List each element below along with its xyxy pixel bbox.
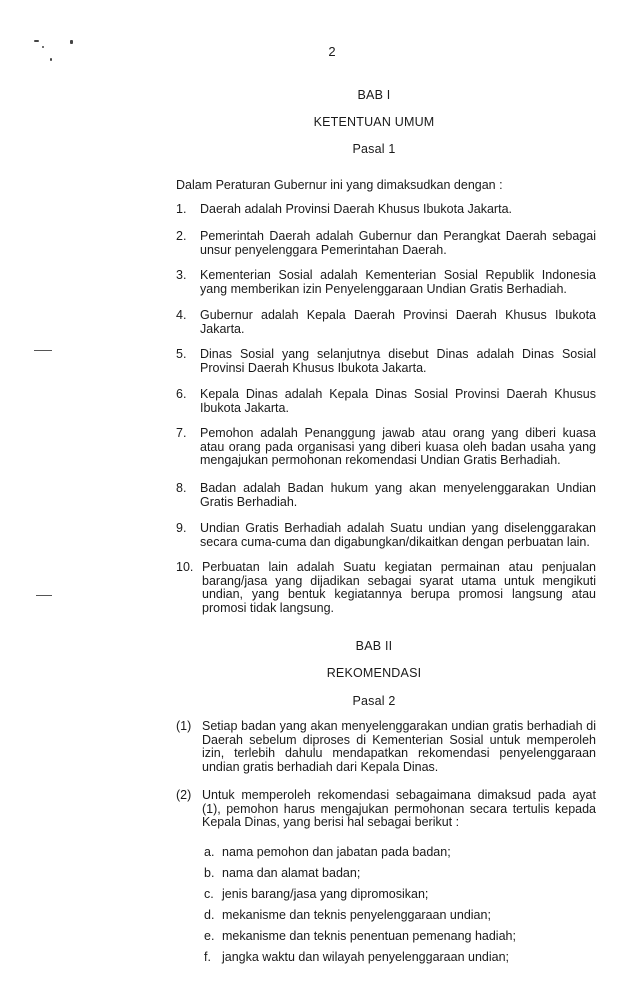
list-item [204, 845, 604, 859]
scan-mark [34, 350, 52, 351]
item-number: 4. [176, 308, 187, 322]
item-text: Dinas Sosial yang selanjutnya disebut Dinas adalah Dinas Sosial Provinsi Daerah Khusus Ibukota Jakarta. [200, 347, 596, 375]
item-text: Pemerintah Daerah adalah Gubernur dan Perangkat Daerah sebagai unsur penyelenggara Pemerintahan Daerah. [200, 229, 596, 257]
scan-mark [36, 595, 52, 596]
definition-item [176, 561, 596, 615]
article-label: Pasal 1 [352, 142, 396, 156]
intro-text: Dalam Peraturan Gubernur ini yang dimaksudkan dengan : [176, 178, 503, 192]
clause-number: (1) [176, 719, 192, 733]
list-text: nama pemohon dan jabatan pada badan; [222, 845, 451, 859]
definition-item [176, 388, 596, 415]
list-text: mekanisme dan teknis penentuan pemenang hadiah; [222, 929, 516, 943]
chapter-title: KETENTUAN UMUM [313, 115, 435, 129]
chapter-label: BAB I [357, 88, 391, 102]
definition-item [176, 309, 596, 336]
item-text: Pemohon adalah Penanggung jawab atau orang yang diberi kuasa atau orang pada organisasi yang diberi kuasa oleh badan usaha yang mengajukan permohonan rekomendasi Undian Gratis Berhadiah. [200, 426, 596, 468]
list-letter: d. [204, 908, 215, 922]
list-letter: b. [204, 866, 215, 880]
clause-number: (2) [176, 788, 192, 802]
item-text: Perbuatan lain adalah Suatu kegiatan permainan atau penjualan barang/jasa yang dijadikan sebagai syarat utama untuk mengikuti undian, yang bentuk kegiatannya berupa promosi langsung atau promosi tidak langsung. [202, 560, 596, 615]
item-number: 8. [176, 481, 187, 495]
definition-item [176, 522, 596, 549]
list-text: jangka waktu dan wilayah penyelenggaraan undian; [222, 950, 510, 964]
chapter-label: BAB II [355, 639, 393, 653]
item-text: Gubernur adalah Kepala Daerah Provinsi Daerah Khusus Ibukota Jakarta. [200, 308, 596, 336]
list-item [204, 866, 604, 880]
item-text: Daerah adalah Provinsi Daerah Khusus Ibukota Jakarta. [200, 202, 512, 216]
list-text: mekanisme dan teknis penyelenggaraan undian; [222, 908, 491, 922]
item-number: 2. [176, 229, 187, 243]
definition-item [176, 427, 596, 468]
item-number: 6. [176, 387, 187, 401]
item-text: Kementerian Sosial adalah Kementerian Sosial Republik Indonesia yang memberikan izin Penyelenggaraan Undian Gratis Berhadiah. [200, 268, 596, 296]
item-number: 1. [176, 202, 187, 216]
list-letter: e. [204, 929, 215, 943]
list-text: jenis barang/jasa yang dipromosikan; [222, 887, 429, 901]
clause-text: Untuk memperoleh rekomendasi sebagaimana dimaksud pada ayat (1), pemohon harus mengajukan permohonan secara tertulis kepada Kepala Dinas, yang berisi hal sebagai berikut : [202, 788, 596, 830]
definition-item [176, 269, 596, 296]
item-text: Badan adalah Badan hukum yang akan menyelenggarakan Undian Gratis Berhadiah. [200, 481, 596, 509]
list-text: nama dan alamat badan; [222, 866, 361, 880]
article-label: Pasal 2 [352, 694, 396, 708]
list-item [204, 887, 604, 901]
item-number: 10. [176, 560, 194, 574]
chapter-title: REKOMENDASI [326, 666, 422, 680]
item-text: Undian Gratis Berhadiah adalah Suatu undian yang diselenggarakan secara cuma-cuma dan digabungkan/dikaitkan dengan perbuatan lain. [200, 521, 596, 549]
list-item [204, 929, 604, 943]
list-letter: f. [204, 950, 211, 964]
list-item [204, 950, 604, 964]
clause-item [176, 789, 596, 830]
page-number: 2 [328, 44, 336, 59]
definition-item [176, 482, 596, 509]
item-number: 9. [176, 521, 187, 535]
list-item [204, 908, 604, 922]
item-number: 5. [176, 347, 187, 361]
item-text: Kepala Dinas adalah Kepala Dinas Sosial Provinsi Daerah Khusus Ibukota Jakarta. [200, 387, 596, 415]
item-number: 7. [176, 426, 187, 440]
scan-mark [34, 40, 39, 42]
clause-text: Setiap badan yang akan menyelenggarakan undian gratis berhadiah di Daerah sebelum diproses di Kementerian Sosial untuk memperoleh izin, terlebih dahulu mendapatkan rekomendasi penyelenggaraan undian gratis berhadiah dari Kepala Dinas. [202, 719, 596, 774]
list-letter: c. [204, 887, 214, 901]
item-number: 3. [176, 268, 187, 282]
list-letter: a. [204, 845, 215, 859]
definition-item [176, 230, 596, 257]
definition-item [176, 203, 596, 217]
definition-item [176, 348, 596, 375]
clause-item [176, 720, 596, 774]
